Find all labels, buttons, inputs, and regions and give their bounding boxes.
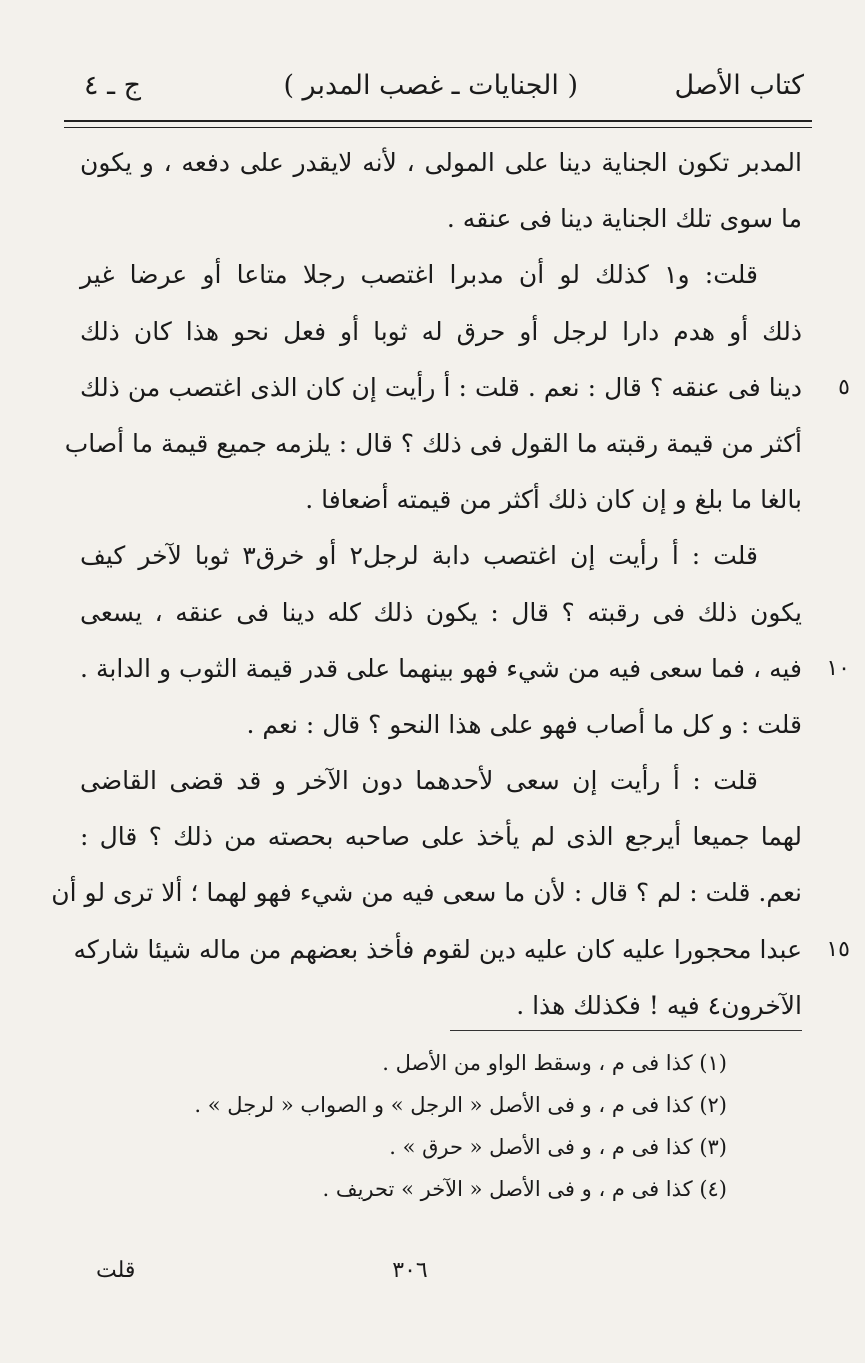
footnote-rule [450, 1030, 802, 1031]
text-line: قلت : و كل ما أصاب فهو على هذا النحو ؟ قال : نعم . [246, 709, 802, 739]
text-line: لهما جميعا أيرجع الذى لم يأخذ على صاحبه بحصته من ذلك ؟ قال : [80, 822, 802, 852]
text-line: ما سوى تلك الجناية دينا فى عنقه . [446, 204, 802, 234]
catchword: قلت [96, 1258, 136, 1283]
footnote: (٣) كذا فى م ، و فى الأصل « حرق » . [389, 1135, 727, 1159]
footnote: (١) كذا فى م ، وسقط الواو من الأصل . [382, 1051, 727, 1075]
text-line: بالغا ما بلغ و إن كان ذلك أكثر من قيمته أضعافا . [305, 485, 802, 515]
footnote: (٤) كذا فى م ، و فى الأصل « الآخر » تحريف . [322, 1177, 727, 1201]
text-line: ١٠ فيه ، فما سعى فيه من شيء فهو بينهما على قدر قيمة الثوب و الدابة . [80, 641, 802, 697]
volume-label: ج ـ ٤ [84, 70, 142, 101]
text-line: قلت : أ رأيت إن اغتصب دابة لرجل٢ أو خرق٣ ثوبا لآخر كيف [80, 541, 759, 571]
header-rule-thin [64, 127, 812, 128]
text-line: قلت: و١ كذلك لو أن مدبرا اغتصب رجلا متاعا أو عرضا غير [80, 260, 759, 290]
footnote: (٢) كذا فى م ، و فى الأصل « الرجل » و الصواب « لرجل » . [194, 1093, 727, 1117]
section-title: ( الجنايات ـ غصب المدبر ) [283, 70, 578, 101]
text-line: ذلك أو هدم دارا لرجل أو حرق له ثوبا أو فعل نحو هذا كان ذلك [80, 316, 802, 346]
text-line: المدبر تكون الجناية دينا على المولى ، لأنه لايقدر على دفعه ، و يكون [80, 148, 802, 177]
text-line: نعم. قلت : لم ؟ قال : لأن ما سعى فيه من شيء فهو لهما ؛ ألا ترى لو أن [51, 878, 802, 908]
text-line: الآخرون٤ فيه ! فكذلك هذا . [516, 990, 802, 1020]
header-rule-thick [64, 120, 812, 122]
page-number: ٣٠٦ [392, 1258, 428, 1283]
line-number: ١٥ [826, 936, 850, 962]
text-line: ١٥ عبدا محجورا عليه كان عليه دين لقوم فأخذ بعضهم من ماله شيئا شاركه [80, 922, 802, 978]
running-header [84, 70, 804, 114]
line-number: ١٠ [826, 655, 850, 681]
main-text [51, 135, 850, 1034]
text-line: أكثر من قيمة رقبته ما القول فى ذلك ؟ قال : يلزمه جميع قيمة ما أصاب [64, 428, 802, 458]
book-title: كتاب الأصل [674, 70, 804, 101]
text-line: قلت : أ رأيت إن سعى لأحدهما دون الآخر و قد قضى القاضى [80, 766, 758, 796]
text-line: يكون ذلك فى رقبته ؟ قال : يكون ذلك كله دينا فى عنقه ، يسعى [80, 597, 802, 627]
text-line: ٥ دينا فى عنقه ؟ قال : نعم . قلت : أ رأيت إن كان الذى اغتصب من ذلك [80, 360, 802, 416]
line-number: ٥ [838, 374, 850, 400]
footnotes [127, 1042, 727, 1210]
